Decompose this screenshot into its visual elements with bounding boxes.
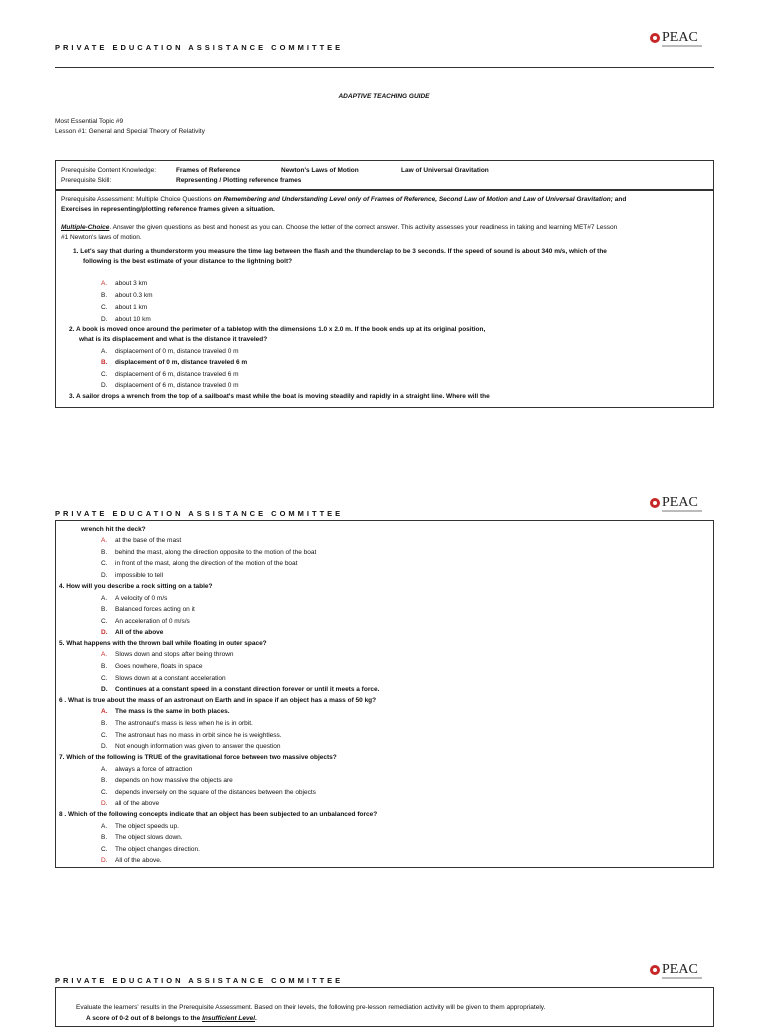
q3-option-b: B. behind the mast, along the direction opposite to the motion of the boat — [101, 549, 317, 556]
mc-instructions: Multiple-Choice. Answer the given questions as best and honest as you can. Choose the letter of the correct answer. This activity assesses your readiness in taking and learning MET#7 Lesson — [61, 224, 618, 231]
org-header-2: PRIVATE EDUCATION ASSISTANCE COMMITTEE — [55, 509, 344, 518]
q8-option-c: C. The object changes direction. — [101, 846, 200, 853]
assessment-box — [55, 190, 714, 408]
q6-option-d: D. Not enough information was given to answer the question — [101, 743, 281, 750]
q2-text-1: 2. A book is moved once around the perimeter of a tabletop with the dimensions 1.0 x 2.0 m. If the book ends up at its original position, — [69, 326, 486, 333]
q3-text-2: wrench hit the deck? — [81, 526, 146, 533]
q5-option-b: B. Goes nowhere, floats in space — [101, 663, 203, 670]
q5-option-a: A. Slows down and stops after being thrown — [101, 651, 234, 658]
org-header-3: PRIVATE EDUCATION ASSISTANCE COMMITTEE — [55, 976, 344, 985]
doc-title: ADAPTIVE TEACHING GUIDE — [338, 93, 430, 100]
q6-option-c: C. The astronaut has no mass in orbit since he is weightless. — [101, 732, 282, 739]
header-rule — [55, 67, 714, 68]
assessment-line-1: Prerequisite Assessment: Multiple Choice Questions on Remembering and Understanding Level only of Frames of Reference, Second Law of Motion and Law of Universal Gravitation; and — [61, 196, 627, 203]
q1-option-a: A. about 3 km — [101, 280, 148, 287]
q7-option-b: B. depends on how massive the objects are — [101, 777, 233, 784]
q4-option-a: A. A velocity of 0 m/s — [101, 595, 168, 602]
q1-option-d: D. about 10 km — [101, 316, 151, 323]
q4-option-b: B. Balanced forces acting on it — [101, 606, 195, 613]
knowledge-label: Prerequisite Content Knowledge: — [61, 167, 157, 174]
peac-logo-3 — [650, 962, 698, 978]
q5-option-d: D. Continues at a constant speed in a constant direction forever or until it meets a force. — [101, 686, 380, 693]
q3-option-a: A. at the base of the mast — [101, 537, 182, 544]
q2-option-c: C. displacement of 6 m, distance traveled 6 m — [101, 371, 239, 378]
q1-option-c: C. about 1 km — [101, 304, 148, 311]
logo-text: PEAC — [662, 495, 698, 510]
peac-logo-icon — [650, 33, 660, 43]
q5-text: 5. What happens with the thrown ball while floating in outer space? — [59, 640, 267, 647]
q4-option-c: C. An acceleration of 0 m/s/s — [101, 618, 190, 625]
q6-option-a: A. The mass is the same in both places. — [101, 708, 230, 715]
org-header: PRIVATE EDUCATION ASSISTANCE COMMITTEE — [55, 43, 344, 52]
prereq-box — [55, 160, 714, 190]
logo-text: PEAC — [662, 30, 698, 45]
q1-option-b: B. about 0.3 km — [101, 292, 153, 299]
peac-logo-icon — [650, 498, 660, 508]
q8-option-d: D. All of the above. — [101, 857, 162, 864]
peac-logo-icon — [650, 965, 660, 975]
q1-text-1: 1. Let's say that during a thunderstorm you measure the time lag between the flash and the thunderclap to be 3 seconds. If the speed of sound is about 340 m/s, which of the — [73, 248, 607, 255]
q7-option-c: C. depends inversely on the square of the distances between the objects — [101, 789, 316, 796]
q4-text: 4. How will you describe a rock sitting on a table? — [59, 583, 213, 590]
mc-instructions-2: #1 Newton's laws of motion. — [61, 234, 142, 241]
knowledge-item-3: Law of Universal Gravitation — [401, 167, 489, 174]
q2-option-d: D. displacement of 6 m, distance traveled 0 m — [101, 382, 239, 389]
q2-option-a: A. displacement of 0 m, distance traveled 0 m — [101, 348, 239, 355]
q8-text: 8 . Which of the following concepts indicate that an object has been subjected to an unbalanced force? — [59, 811, 378, 818]
topic-line: Most Essential Topic #9 — [55, 118, 124, 125]
q2-text-2: what is its displacement and what is the distance it traveled? — [79, 336, 268, 343]
q2-option-b: B. displacement of 0 m, distance traveled 6 m — [101, 359, 248, 366]
questions-box — [55, 520, 714, 868]
assessment-line-2: Exercises in representing/plotting reference frames given a situation. — [61, 206, 275, 213]
q1-text-2: following is the best estimate of your distance to the lightning bolt? — [83, 258, 293, 265]
q7-option-a: A. always a force of attraction — [101, 766, 193, 773]
logo-text: PEAC — [662, 962, 698, 977]
q6-text: 6 . What is true about the mass of an astronaut on Earth and in space if an object has a mass of 50 kg? — [59, 697, 377, 704]
knowledge-item-2: Newton's Laws of Motion — [281, 167, 359, 174]
q7-text: 7. Which of the following is TRUE of the gravitational force between two massive objects? — [59, 754, 337, 761]
skill-label: Prerequisite Skill: — [61, 177, 112, 184]
score-line: A score of 0-2 out of 8 belongs to the Insufficient Level. — [86, 1015, 257, 1022]
q7-option-d: D. all of the above — [101, 800, 160, 807]
peac-logo-2 — [650, 495, 698, 511]
q8-option-a: A. The object speeds up. — [101, 823, 179, 830]
lesson-line: Lesson #1: General and Special Theory of Relativity — [55, 128, 205, 135]
evaluation-text: Evaluate the learners' results in the Prerequisite Assessment. Based on their levels, the following pre-lesson remediation activity will be given to them appropriately. — [76, 1004, 546, 1011]
peac-logo — [650, 30, 698, 46]
q6-option-b: B. The astronaut's mass is less when he is in orbit. — [101, 720, 253, 727]
knowledge-item-1: Frames of Reference — [176, 167, 241, 174]
q8-option-b: B. The object slows down. — [101, 834, 183, 841]
q4-option-d: D. All of the above — [101, 629, 164, 636]
q3-text-1: 3. A sailor drops a wrench from the top of a sailboat's mast while the boat is moving steadily and rapidly in a straight line. Where will the — [69, 393, 490, 400]
q3-option-c: C. in front of the mast, along the direction of the motion of the boat — [101, 560, 298, 567]
skill-value: Representing / Plotting reference frames — [176, 177, 302, 184]
q5-option-c: C. Slows down at a constant acceleration — [101, 675, 226, 682]
q3-option-d: D. impossible to tell — [101, 572, 164, 579]
evaluation-box — [55, 987, 714, 1027]
